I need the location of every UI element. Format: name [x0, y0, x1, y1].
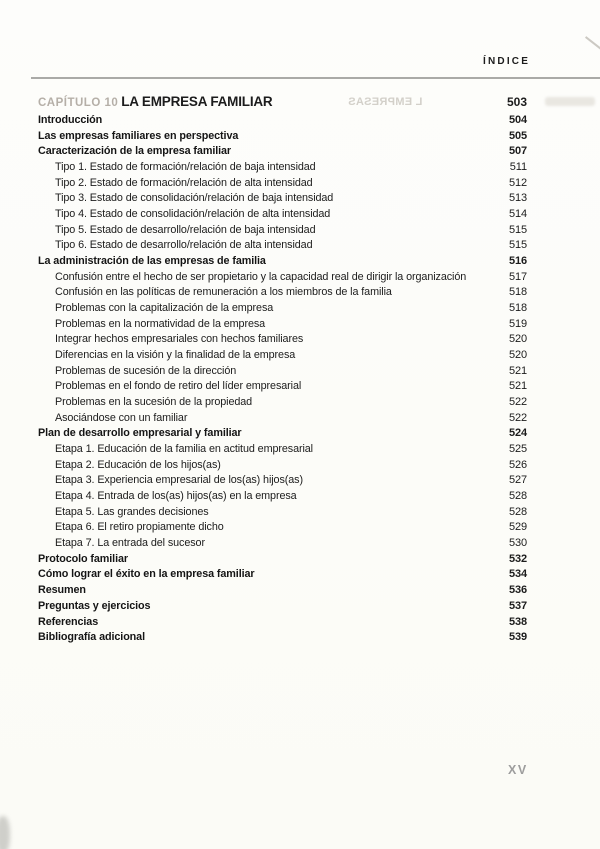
toc-entry-label: Etapa 5. Las grandes decisiones: [55, 505, 209, 518]
show-through-ghost-text: L EMPRESAS: [348, 96, 423, 108]
toc-entry-label: Etapa 2. Educación de los hijos(as): [55, 458, 221, 471]
toc-entry-label: Etapa 1. Educación de la familia en actitud empresarial: [55, 443, 313, 456]
toc-row: [38, 520, 527, 536]
toc-row: [38, 129, 527, 145]
chapter-title: LA EMPRESA FAMILIAR: [121, 94, 273, 109]
toc-row: [38, 176, 527, 192]
toc-entry-label: Integrar hechos empresariales con hechos familiares: [55, 333, 304, 346]
toc-entry-label: Etapa 4. Entrada de los(as) hijos(as) en la empresa: [55, 490, 297, 503]
toc-list: [38, 113, 527, 646]
toc-entry-label: Preguntas y ejercicios: [38, 599, 151, 612]
toc-entry-page: 526: [508, 458, 527, 471]
toc-entry-label: Tipo 2. Estado de formación/relación de alta intensidad: [55, 176, 313, 189]
toc-entry-page: 520: [508, 349, 527, 362]
toc-entry-page: 519: [508, 317, 527, 330]
toc-entry-page: 538: [508, 615, 527, 628]
toc-row: [38, 536, 527, 552]
toc-entry-label: Confusión en las políticas de remuneración a los miembros de la familia: [55, 286, 392, 299]
scan-corner-artifact: [585, 36, 600, 53]
header-rule: [31, 77, 600, 79]
toc-entry-label: Tipo 4. Estado de consolidación/relación de alta intensidad: [55, 208, 331, 221]
toc-entry-page: 518: [508, 302, 527, 315]
toc-entry-label: Bibliografía adicional: [38, 631, 145, 644]
folio-page-number: XV: [508, 763, 528, 777]
toc-row: [38, 144, 527, 160]
toc-entry-label: Caracterización de la empresa familiar: [38, 145, 232, 158]
toc-entry-page: 518: [508, 286, 527, 299]
chapter-number-label: CAPÍTULO 10: [38, 97, 119, 109]
toc-entry-label: Etapa 3. Experiencia empresarial de los(as) hijos(as): [55, 474, 303, 487]
toc-entry-page: 516: [508, 255, 527, 268]
toc-entry-page: 532: [508, 552, 527, 565]
toc-entry-page: 517: [508, 270, 527, 283]
toc-row: [38, 285, 527, 301]
toc-row: [38, 630, 527, 646]
toc-entry-page: 515: [508, 223, 527, 236]
toc-entry-label: Las empresas familiares en perspectiva: [38, 129, 239, 142]
toc-entry-page: 513: [508, 192, 527, 205]
toc-entry-page: 528: [508, 505, 527, 518]
toc-row: [38, 458, 527, 474]
toc-row: [38, 411, 527, 427]
toc-entry-page: 528: [508, 490, 527, 503]
toc-entry-page: 515: [508, 239, 527, 252]
toc-row: [38, 364, 527, 380]
chapter-page-number: 503: [506, 95, 527, 109]
toc-entry-page: 520: [508, 333, 527, 346]
toc-entry-label: Cómo lograr el éxito en la empresa familiar: [38, 568, 255, 581]
toc-row: [38, 552, 527, 568]
toc-row: [38, 599, 527, 615]
toc-entry-label: Asociándose con un familiar: [55, 411, 188, 424]
toc-row: [38, 238, 527, 254]
toc-entry-page: 524: [508, 427, 527, 440]
toc-entry-label: Referencias: [38, 615, 99, 628]
chapter-heading-row: [38, 94, 527, 112]
toc-entry-label: Etapa 6. El retiro propiamente dicho: [55, 521, 224, 534]
toc-entry-page: 529: [508, 521, 527, 534]
toc-row: [38, 442, 527, 458]
toc-row: [38, 254, 527, 270]
toc-entry-page: 534: [508, 568, 527, 581]
toc-entry-label: Tipo 3. Estado de consolidación/relación de baja intensidad: [55, 192, 334, 205]
toc-entry-page: 512: [508, 176, 527, 189]
toc-row: [38, 395, 527, 411]
toc-entry-label: Diferencias en la visión y la finalidad de la empresa: [55, 349, 296, 362]
toc-entry-page: 539: [508, 631, 527, 644]
scan-edge-smudge: [0, 816, 10, 849]
toc-entry-label: Problemas de sucesión de la dirección: [55, 364, 237, 377]
toc-entry-page: 504: [508, 114, 527, 126]
toc-entry-page: 521: [508, 380, 527, 393]
toc-entry-label: Problemas en la sucesión de la propiedad: [55, 396, 253, 409]
toc-entry-page: 522: [508, 396, 527, 409]
toc-row: [38, 301, 527, 317]
toc-row: [38, 426, 527, 442]
toc-row: [38, 505, 527, 521]
toc-entry-page: 536: [508, 584, 527, 597]
toc-entry-page: 507: [508, 145, 527, 158]
toc-entry-page: 537: [508, 599, 527, 612]
toc-entry-label: Problemas en la normatividad de la empresa: [55, 317, 266, 330]
toc-entry-label: Resumen: [38, 584, 86, 597]
running-header: ÍNDICE: [483, 56, 531, 67]
toc-entry-page: 530: [508, 537, 527, 550]
toc-entry-label: Tipo 5. Estado de desarrollo/relación de baja intensidad: [55, 223, 316, 236]
toc-row: [38, 567, 527, 583]
toc-entry-page: 527: [508, 474, 527, 487]
toc-entry-label: Tipo 6. Estado de desarrollo/relación de alta intensidad: [55, 239, 313, 252]
toc-entry-label: Introducción: [38, 114, 103, 126]
toc-row: [38, 332, 527, 348]
toc-entry-label: Plan de desarrollo empresarial y familiar: [38, 427, 242, 440]
toc-row: [38, 615, 527, 631]
toc-row: [38, 379, 527, 395]
toc-row: [38, 223, 527, 239]
toc-entry-page: 525: [508, 443, 527, 456]
toc-entry-page: 514: [508, 208, 527, 221]
toc-row: [38, 583, 527, 599]
toc-entry-label: Confusión entre el hecho de ser propietario y la capacidad real de dirigir la organización: [55, 270, 467, 283]
toc-row: [38, 113, 527, 129]
toc-row: [38, 160, 527, 176]
toc-entry-label: La administración de las empresas de familia: [38, 255, 266, 268]
toc-entry-label: Etapa 7. La entrada del sucesor: [55, 537, 205, 550]
toc-entry-page: 521: [508, 364, 527, 377]
toc-row: [38, 473, 527, 489]
toc-row: [38, 191, 527, 207]
toc-entry-page: 522: [508, 411, 527, 424]
toc-entry-label: Problemas con la capitalización de la empresa: [55, 302, 274, 315]
toc-entry-label: Protocolo familiar: [38, 552, 128, 565]
toc-row: [38, 348, 527, 364]
toc-entry-page: 511: [509, 161, 527, 174]
toc-row: [38, 270, 527, 286]
toc-row: [38, 317, 527, 333]
toc-row: [38, 207, 527, 223]
toc-entry-label: Problemas en el fondo de retiro del líder empresarial: [55, 380, 302, 393]
show-through-smear: [545, 97, 595, 106]
toc-entry-page: 505: [508, 129, 527, 142]
toc-row: [38, 489, 527, 505]
toc-entry-label: Tipo 1. Estado de formación/relación de baja intensidad: [55, 161, 316, 174]
